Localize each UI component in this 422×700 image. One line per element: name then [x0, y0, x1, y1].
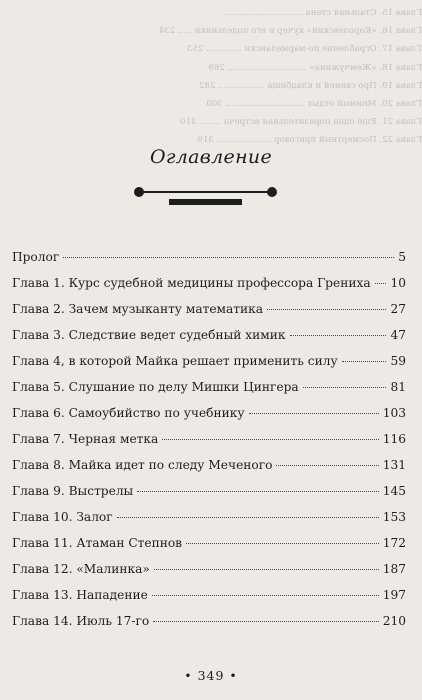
toc-entry-title: Глава 2. Зачем музыканту математика [12, 302, 264, 316]
show-through-line: Глава 21. Ещё одна поразительная встреча ........ 310 [180, 117, 422, 128]
toc-entry-page: 59 [390, 354, 406, 368]
toc-entry[interactable] [12, 406, 406, 426]
dot-leader [290, 335, 387, 336]
toc-entry[interactable] [12, 484, 406, 504]
ornament-right-dot [267, 187, 277, 197]
toc-entry-title: Глава 7. Черная метка [12, 432, 159, 446]
toc-entry-title: Глава 9. Выстрелы [12, 484, 134, 498]
toc-entry-title: Глава 13. Нападение [12, 588, 148, 602]
dot-leader [162, 439, 378, 440]
toc-entry-title: Глава 4, в которой Майка решает применить силу [12, 354, 338, 368]
toc-entry-title: Глава 14. Июль 17-го [12, 614, 150, 628]
toc-entry[interactable] [12, 562, 406, 582]
show-through-line: Глава 15. Стальная стена ............................. [223, 8, 422, 18]
dot-leader [153, 621, 379, 622]
toc-entry-page: 131 [382, 458, 406, 472]
page-number: • 349 • [184, 668, 238, 683]
toc-entry-page: 172 [382, 536, 406, 550]
toc-entry-page: 47 [390, 328, 406, 342]
toc-entry-title: Пролог [12, 250, 60, 264]
toc-entry-page: 187 [382, 562, 406, 576]
toc-entry-page: 210 [382, 614, 406, 628]
show-through-line: Глава 20. Мнимый отдых ............................. 300 [206, 99, 422, 110]
toc-entry-title: Глава 10. Залог [12, 510, 113, 524]
toc-entry-page: 103 [382, 406, 406, 420]
toc-entry[interactable] [12, 276, 406, 296]
toc-entry[interactable] [12, 380, 406, 400]
toc-entry-page: 81 [390, 380, 406, 394]
dot-leader [303, 387, 387, 388]
toc-entry-title: Глава 3. Следствие ведет судебный химик [12, 328, 286, 342]
dot-leader [117, 517, 379, 518]
toc-entry-page: 197 [382, 588, 406, 602]
toc-entry[interactable] [12, 302, 406, 322]
show-through-line: Глава 16. «Королевский» кучер и его подельники ..... 234 [158, 26, 422, 37]
dot-leader [137, 491, 378, 492]
toc-entry[interactable] [12, 458, 406, 478]
dot-leader [267, 309, 386, 310]
toc-entry-title: Глава 5. Слушание по делу Мишки Цингера [12, 380, 299, 394]
toc-entry-page: 27 [390, 302, 406, 316]
toc-entry-page: 153 [382, 510, 406, 524]
toc-entry[interactable] [12, 588, 406, 608]
toc-entry-title: Глава 1. Курс судебной медицины профессора Грениха [12, 276, 371, 290]
toc-entry-title: Глава 12. «Малинка» [12, 562, 150, 576]
toc-entry-page: 10 [390, 276, 406, 290]
dot-leader [375, 283, 387, 284]
toc-entry[interactable] [12, 536, 406, 556]
dot-leader [154, 569, 379, 570]
toc-entry-page: 5 [398, 250, 406, 264]
toc-entry[interactable] [12, 250, 406, 270]
show-through-line: Глава 17. Ограбление по-мармелански ............. 253 [186, 44, 422, 55]
dot-leader [63, 257, 394, 258]
toc-entry-title: Глава 8. Майка идет по следу Меченого [12, 458, 273, 472]
ornament-line [139, 191, 273, 193]
toc-entry-page: 145 [382, 484, 406, 498]
show-through-line: Глава 22. Посмертный приговор .................... 319 [197, 135, 422, 146]
toc-entry-title: Глава 6. Самоубийство по учебнику [12, 406, 245, 420]
dot-leader [342, 361, 387, 362]
toc-entry[interactable] [12, 328, 406, 348]
toc-entry[interactable] [12, 614, 406, 634]
dot-leader [276, 465, 378, 466]
toc-entry-page: 116 [382, 432, 406, 446]
show-through-line: Глава 19. Про свиней и кладбища ................. 282 [199, 80, 422, 91]
toc-entry[interactable] [12, 354, 406, 374]
dot-leader [186, 543, 379, 544]
toc-entry[interactable] [12, 432, 406, 452]
heading-ornament [0, 182, 422, 212]
show-through-line: Глава 18. «Жемчужина» ............................. 269 [208, 62, 422, 73]
dot-leader [152, 595, 379, 596]
toc-entry[interactable] [12, 510, 406, 530]
ornament-left-dot [134, 187, 144, 197]
dot-leader [249, 413, 379, 414]
toc-entry-title: Глава 11. Атаман Степнов [12, 536, 183, 550]
ornament-bar [169, 199, 242, 205]
toc-heading: Оглавление [149, 146, 272, 168]
